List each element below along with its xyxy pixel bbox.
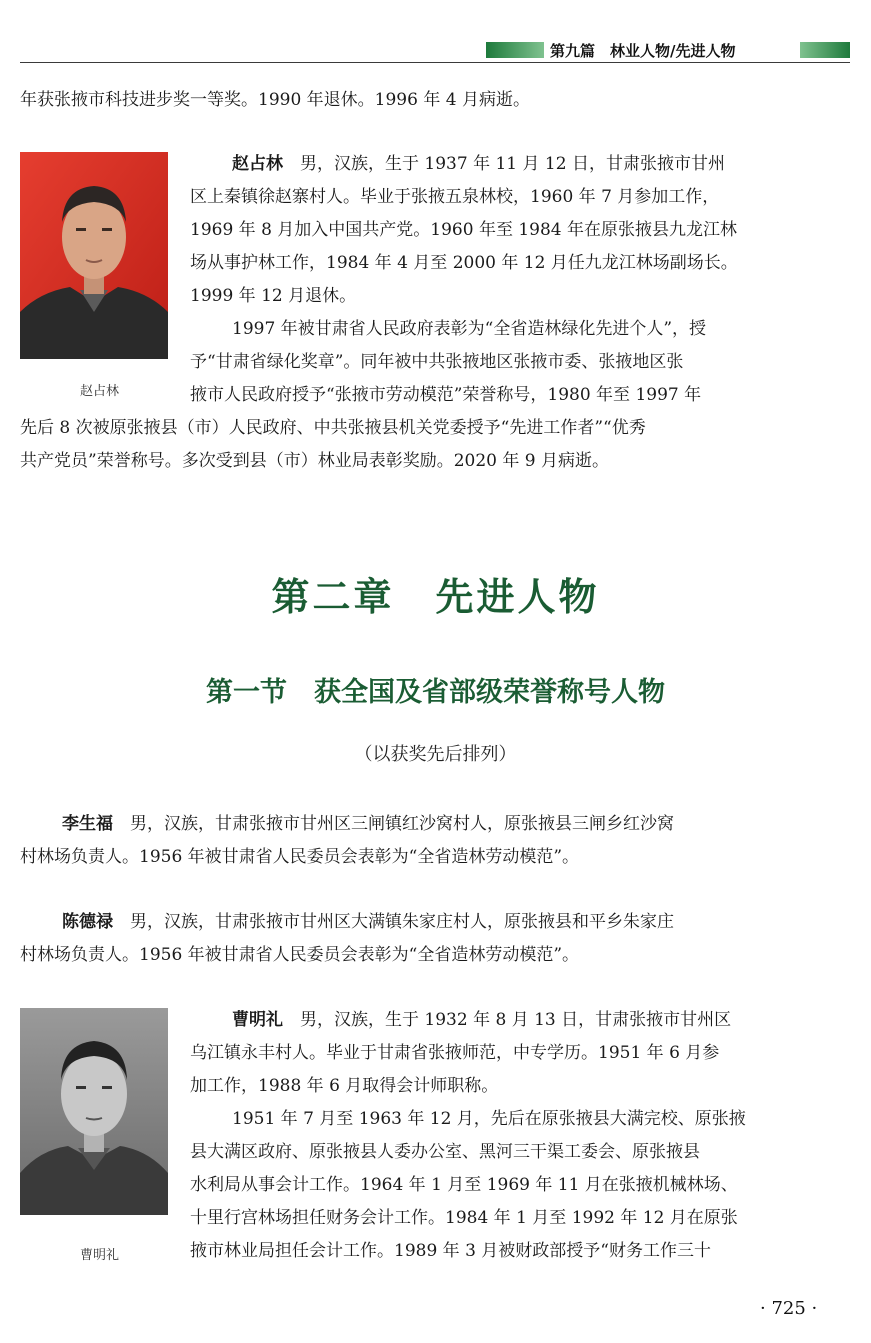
cao-line-2: 加工作，1988 年 6 月取得会计师职称。: [190, 1076, 499, 1096]
cao-photo-caption: 曹明礼: [80, 1248, 120, 1263]
zhao-line-9: 共产党员”荣誉称号。多次受到县（市）林业局表彰奖励。2020 年 9 月病逝。: [20, 451, 609, 471]
section-title: 第一节 获全国及省部级荣誉称号人物: [206, 677, 665, 708]
cao-name: 曹明礼: [232, 1010, 283, 1030]
chen-line-0: 男，汉族，甘肃张掖市甘州区大满镇朱家庄村人，原张掖县和平乡朱家庄: [113, 912, 674, 932]
header-decor-bar-right: [800, 42, 850, 58]
cao-line-5: 水利局从事会计工作。1964 年 1 月至 1969 年 11 月在张掖机械林场、: [190, 1175, 738, 1195]
page-number: · 725 ·: [760, 1298, 818, 1319]
zhao-line-1: 区上秦镇徐赵寨村人。毕业于张掖五泉林校，1960 年 7 月参加工作，: [190, 187, 720, 207]
cao-portrait-image: [20, 1008, 168, 1215]
cao-portrait-photo: [20, 1008, 168, 1215]
li-first-line: [20, 808, 850, 841]
zhao-photo-caption: 赵占林: [80, 384, 120, 399]
cao-first-line: [190, 1004, 850, 1037]
li-biography: [20, 808, 850, 874]
zhao-line-6: 予“甘肃省绿化奖章”。同年被中共张掖地区张掖市委、张掖地区张: [190, 352, 684, 372]
header-rule: [20, 62, 850, 63]
li-name: 李生福: [62, 814, 113, 834]
zhao-line-5: 1997 年被甘肃省人民政府表彰为“全省造林绿化先进个人”，授: [232, 319, 707, 339]
zhao-line-8: 先后 8 次被原张掖县（市）人民政府、中共张掖县机关党委授予“先进工作者”“优秀: [20, 418, 646, 438]
cao-line-0: 男，汉族，生于 1932 年 8 月 13 日，甘肃张掖市甘州区: [283, 1010, 732, 1030]
zhao-line-0: 男，汉族，生于 1937 年 11 月 12 日，甘肃张掖市甘州: [283, 154, 725, 174]
chen-first-line: [20, 906, 850, 939]
zhao-line-2: 1969 年 8 月加入中国共产党。1960 年至 1984 年在原张掖县九龙江林: [190, 220, 738, 240]
cao-line-7: 掖市林业局担任会计工作。1989 年 3 月被财政部授予“财务工作三十: [190, 1241, 711, 1261]
zhao-first-line: [190, 148, 850, 181]
cao-line-3: 1951 年 7 月至 1963 年 12 月，先后在原张掖县大满完校、原张掖: [232, 1109, 746, 1129]
running-header: [20, 40, 850, 62]
zhao-name: 赵占林: [232, 154, 283, 174]
ordering-note: （以获奖先后排列）: [354, 744, 517, 765]
li-line-0: 男，汉族，甘肃张掖市甘州区三闸镇红沙窝村人，原张掖县三闸乡红沙窝: [113, 814, 674, 834]
zhao-portrait-image: [20, 152, 168, 359]
cao-line-6: 十里行宫林场担任财务会计工作。1984 年 1 月至 1992 年 12 月在原张: [190, 1208, 738, 1228]
chen-line-1: 村林场负责人。1956 年被甘肃省人民委员会表彰为“全省造林劳动模范”。: [20, 945, 580, 965]
continuation-line: 年获张掖市科技进步奖一等奖。1990 年退休。1996 年 4 月病逝。: [20, 90, 530, 110]
cao-biography: [190, 1004, 850, 1268]
zhao-biography-cont: [20, 412, 850, 478]
header-title: 第九篇 林业人物/先进人物: [550, 42, 736, 60]
header-decor-bar-left: [486, 42, 544, 58]
chapter-title: 第二章 先进人物: [271, 575, 600, 619]
chen-name: 陈德禄: [62, 912, 113, 932]
zhao-portrait-photo: [20, 152, 168, 359]
zhao-line-4: 1999 年 12 月退休。: [190, 286, 357, 306]
chen-biography: [20, 906, 850, 972]
continuation-paragraph: [20, 84, 850, 117]
cao-line-4: 县大满区政府、原张掖县人委办公室、黑河三干渠工委会、原张掖县: [190, 1142, 700, 1162]
zhao-line-7: 掖市人民政府授予“张掖市劳动模范”荣誉称号，1980 年至 1997 年: [190, 385, 702, 405]
zhao-biography: [190, 148, 850, 412]
zhao-line-3: 场从事护林工作，1984 年 4 月至 2000 年 12 月任九龙江林场副场长。: [190, 253, 738, 273]
cao-line-1: 乌江镇永丰村人。毕业于甘肃省张掖师范，中专学历。1951 年 6 月参: [190, 1043, 720, 1063]
li-line-1: 村林场负责人。1956 年被甘肃省人民委员会表彰为“全省造林劳动模范”。: [20, 847, 580, 867]
